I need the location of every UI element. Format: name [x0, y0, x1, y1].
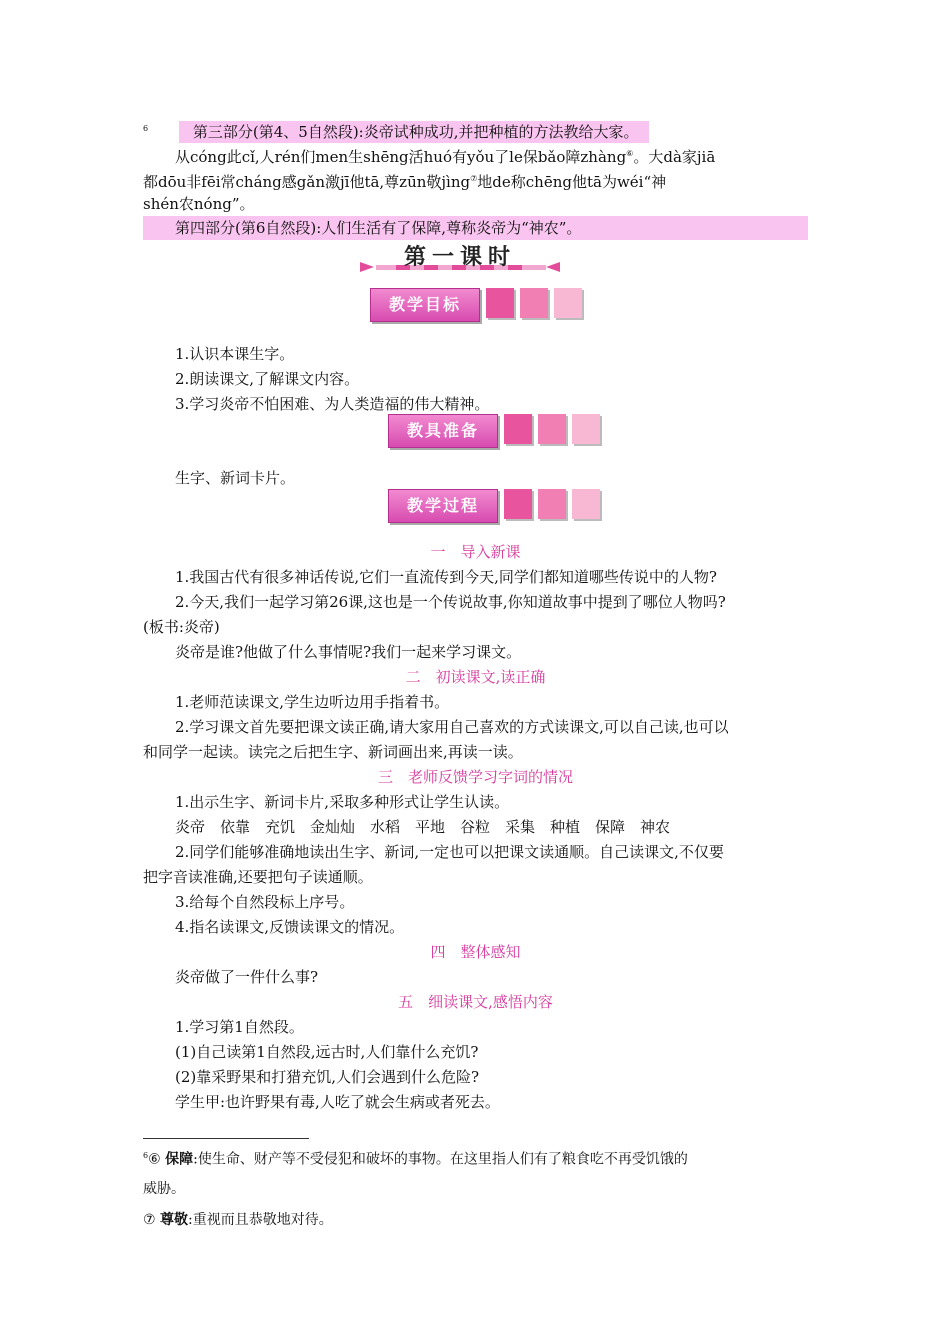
body-text: 3.给每个自然段标上序号。	[175, 893, 355, 911]
pinyin-paragraph-line-1	[143, 142, 840, 169]
footnote-definition: :使生命、财产等不受侵犯和破坏的事物。在这里指人们有了粮食吃不再受饥饿的	[193, 1151, 688, 1168]
body-text: 把字音读准确,还要把句子读通顺。	[143, 868, 373, 886]
heading-1: 一 导入新课	[430, 543, 521, 561]
pinyin-text: 都dōu非fēi常cháng感gǎn激jī他tā,尊zūn敬jìng	[143, 173, 471, 191]
footnote-marker: 6	[143, 1151, 149, 1160]
body-text: 2.学习课文首先要把课文读正确,请大家用自己喜欢的方式读课文,可以自己读,也可以	[175, 718, 729, 736]
lesson-title-text: 第一课时	[403, 245, 516, 270]
body-text: 和同学一起读。读完之后把生字、新词画出来,再读一读。	[143, 743, 523, 761]
decor-square	[554, 288, 582, 318]
footnote-ref: ⑦	[470, 174, 478, 183]
goal-item: 3.学习炎帝不怕困难、为人类造福的伟大精神。	[175, 395, 490, 413]
body-text: 炎帝是谁?他做了什么事情呢?我们一起来学习课文。	[175, 643, 522, 661]
footnote-number: ⑥	[148, 1151, 161, 1168]
part3-summary: 第三部分(第4、5自然段):炎帝试种成功,并把种植的方法教给大家。	[179, 121, 649, 143]
footnote-6-continued: 威胁。	[143, 1181, 185, 1197]
footnote-definition: :重视而且恭敬地对待。	[188, 1212, 333, 1228]
body-text: 2.同学们能够准确地读出生字、新词,一定也可以把课文读通顺。自己读课文,不仅要	[175, 843, 724, 861]
decor-square	[572, 489, 600, 519]
decor-square	[504, 489, 532, 519]
decor-square	[572, 414, 600, 444]
decor-square	[538, 414, 566, 444]
heading-3: 三 老师反馈学习字词的情况	[377, 768, 573, 786]
lesson-title	[360, 238, 560, 278]
body-text: (1)自己读第1自然段,远古时,人们靠什么充饥?	[175, 1043, 479, 1061]
decor-square	[520, 288, 548, 318]
body-text: 4.指名读课文,反馈读课文的情况。	[175, 918, 405, 936]
body-text: 学生甲:也许野果有毒,人吃了就会生病或者死去。	[175, 1093, 500, 1111]
heading-4: 四 整体感知	[430, 943, 521, 961]
section-label: 教具准备	[388, 414, 498, 448]
body-text: (板书:炎帝)	[143, 618, 220, 636]
footnote-term: 保障	[165, 1151, 194, 1168]
decor-square	[538, 489, 566, 519]
footnote-divider	[143, 1138, 309, 1139]
part3-line	[143, 117, 808, 144]
footnote-marker: 6	[143, 124, 149, 133]
part4-summary: 第四部分(第6自然段):人们生活有了保障,尊称炎帝为“神农”。	[175, 219, 582, 237]
tools-text: 生字、新词卡片。	[175, 469, 296, 487]
decor-square	[486, 288, 514, 318]
body-text: 1.老师范读课文,学生边听边用手指着书。	[175, 693, 450, 711]
footnote-number: ⑦	[143, 1212, 156, 1228]
footnote-7	[143, 1205, 808, 1235]
body-text: 1.我国古代有很多神话传说,它们一直流传到今天,同学们都知道哪些传说中的人物?	[175, 568, 717, 586]
pinyin-paragraph-line-3: shén农nóng”。	[143, 195, 255, 213]
goal-item: 2.朗读课文,了解课文内容。	[175, 370, 360, 388]
footnote-term: 尊敬	[160, 1212, 189, 1228]
pinyin-text: 。大dà家jiā	[633, 148, 716, 166]
heading-2: 二 初读课文,读正确	[405, 668, 546, 686]
pinyin-paragraph-line-2	[143, 167, 808, 194]
decor-square	[504, 414, 532, 444]
heading-5: 五 细读课文,感悟内容	[398, 993, 553, 1011]
footnote-6	[143, 1141, 808, 1175]
section-label: 教学过程	[388, 489, 498, 523]
body-text: 2.今天,我们一起学习第26课,这也是一个传说故事,你知道故事中提到了哪位人物吗?	[175, 593, 726, 611]
section-label: 教学目标	[370, 288, 480, 322]
body-text: 1.学习第1自然段。	[175, 1018, 304, 1036]
goal-item: 1.认识本课生字。	[175, 345, 295, 363]
body-text: (2)靠采野果和打猎充饥,人们会遇到什么危险?	[175, 1068, 480, 1086]
pinyin-text: 地de称chēng他tā为wéi“神	[477, 173, 667, 191]
vocabulary-words: 炎帝 依靠 充饥 金灿灿 水稻 平地 谷粒 采集 种植 保障 神农	[175, 818, 671, 836]
footnote-ref: ⑥	[626, 149, 634, 158]
body-text: 炎帝做了一件什么事?	[175, 968, 319, 986]
body-text: 1.出示生字、新词卡片,采取多种形式让学生认读。	[175, 793, 510, 811]
pinyin-text: 从cóng此cǐ,人rén们men生shēng活huó有yǒu了le保bǎo障zhàng	[175, 148, 627, 166]
